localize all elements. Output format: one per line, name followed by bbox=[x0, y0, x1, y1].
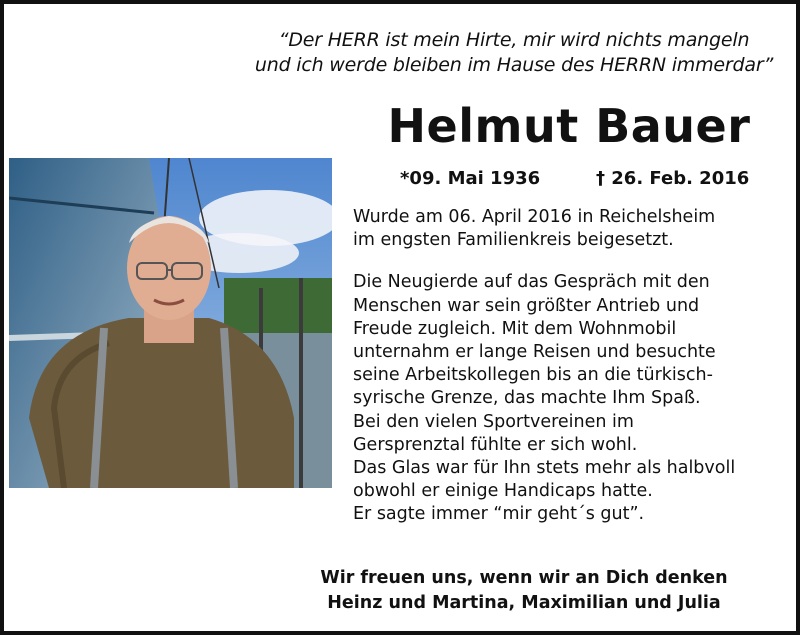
tribute-line: Die Neugierde auf das Gespräch mit den bbox=[353, 272, 710, 293]
death-date: † 26. Feb. 2016 bbox=[596, 168, 750, 189]
tribute-line: Menschen war sein größter Antrieb und bbox=[353, 295, 700, 316]
closing-line-2: Heinz und Martina, Maximilian und Julia bbox=[327, 593, 721, 613]
portrait-illustration bbox=[9, 158, 332, 488]
tribute-line: Das Glas war für Ihn stets mehr als halbvoll bbox=[353, 458, 736, 479]
closing-line-1: Wir freuen uns, wenn wir an Dich denken bbox=[320, 568, 728, 588]
portrait-photo bbox=[9, 158, 332, 488]
burial-line: Wurde am 06. April 2016 in Reichelsheim bbox=[353, 207, 716, 227]
birth-date: *09. Mai 1936 bbox=[400, 168, 541, 189]
tribute-line: syrische Grenze, das machte Ihm Spaß. bbox=[353, 388, 701, 409]
tribute-line: Er sagte immer “mir geht´s gut”. bbox=[353, 504, 645, 525]
paragraph-gap bbox=[353, 252, 793, 271]
life-dates bbox=[400, 167, 750, 191]
burial-line: im engsten Familienkreis beigesetzt. bbox=[353, 230, 674, 251]
quote-line-1: “Der HERR ist mein Hirte, mir wird nichts mangeln bbox=[278, 29, 750, 51]
obituary-text bbox=[353, 206, 793, 527]
tribute-line: Freude zugleich. Mit dem Wohnmobil bbox=[353, 318, 677, 339]
deceased-name: Helmut Bauer bbox=[387, 99, 751, 153]
quote-line-2: und ich werde bleiben im Hause des HERRN immerdar” bbox=[254, 54, 774, 76]
tribute-line: Bei den vielen Sportvereinen im bbox=[353, 411, 634, 432]
tribute-line: obwohl er einige Handicaps hatte. bbox=[353, 481, 653, 502]
bible-quote bbox=[234, 28, 794, 78]
closing-signature bbox=[294, 566, 754, 616]
tribute-line: unternahm er lange Reisen und besuchte bbox=[353, 342, 716, 363]
tribute-line: Gersprenztal fühlte er sich wohl. bbox=[353, 434, 638, 455]
tribute-line: seine Arbeitskollegen bis an die türkisch- bbox=[353, 365, 713, 386]
